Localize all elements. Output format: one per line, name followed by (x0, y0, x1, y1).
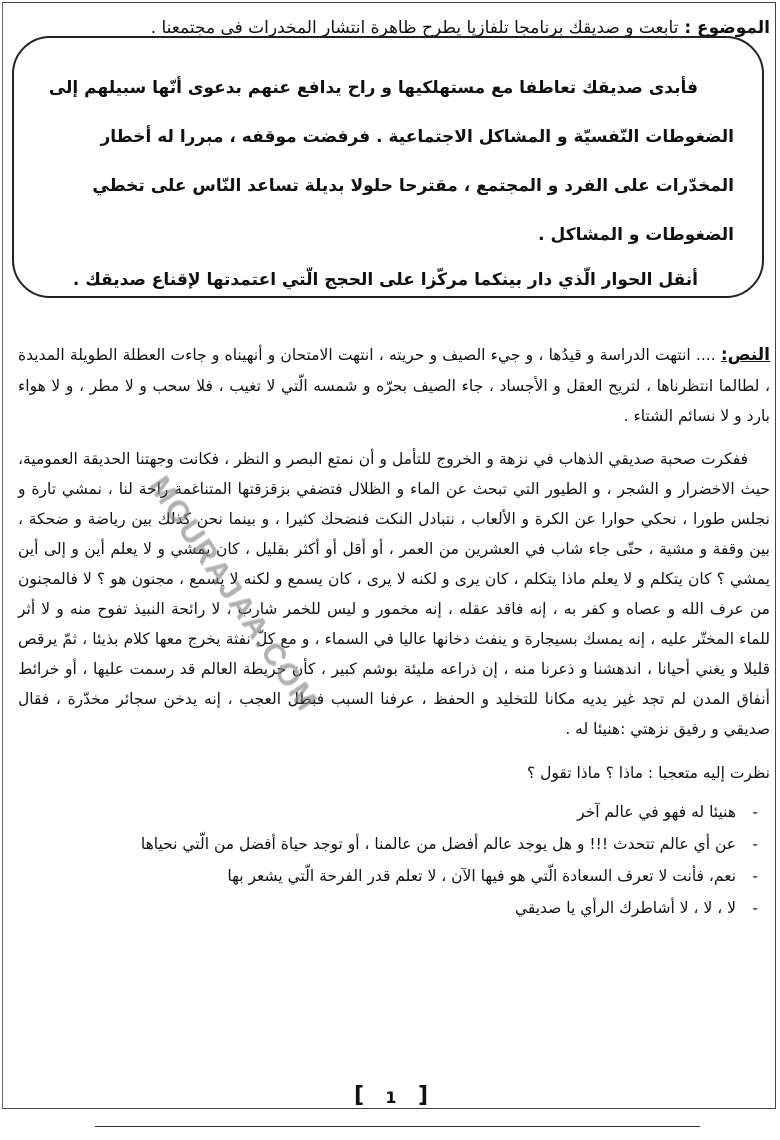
assignment-line: المخدّرات على الفرد و المجتمع ، مقترحا حلولا بديلة تساعد النّاس على تخطي (92, 176, 734, 196)
dialogue-line: - هنيئا له فهو في عالم آخر (18, 798, 770, 826)
assignment-line: فأبدى صديقك تعاطفا مع مستهلكيها و راح يدافع عنهم بدعوى أنّها سبيلهم إلى (48, 78, 698, 98)
text-paragraph-1-body: .... انتهت الدراسة و قيدُها ، و جيء الصيف و حريته ، انتهت الامتحان و أنهيناه و جاءت العطلة الطويلة المديدة ، لطالما انتظرناها ، لتريح العقل و الأجساد ، جاء الصيف بحرّه و شمسه الّتي لا تغيب ، فلا سحب و لا مطر ، و لا هواء بارد و لا نسائم الشتاء . (18, 346, 770, 425)
topic-label: الموضوع : (684, 18, 770, 38)
footer-rule (95, 1126, 700, 1127)
text-paragraph-1 (18, 340, 770, 432)
topic-text: تابعت و صديقك برنامجا تلفازيا يطرح ظاهرة انتشار المخدرات في مجتمعنا . (150, 18, 679, 38)
page-number-bracket-right: ] (417, 1083, 428, 1108)
assignment-line: الضغوطات النّفسيّة و المشاكل الاجتماعية . فرفضت موقفه ، مبررا له أخطار (100, 127, 734, 147)
page-number-value: 1 (385, 1088, 397, 1107)
assignment-line: أنقل الحوار الّذي دار بينكما مركّزا على الحجج الّتي اعتمدتها لإقناع صديقك . (72, 270, 698, 290)
topic-line (18, 18, 770, 38)
text-paragraph-2: ففكرت صحبة صديقي الذهاب في نزهة و الخروج للتأمل و أن نمتع البصر و النظر ، فكانت وجهتنا الحديقة العمومية، حيث الاخضرار و الشجر ، و الطيور التي تبحث عن الماء و الظلال فتضفي بزقزقتها المتناغمة راحة لنا ، نمشي تارة و نجلس طورا ، نحكي حوارا عن الكرة و الألعاب ، نتبادل النكت فنضحك كثيرا ، و بينما نحن كذلك بين رياضة و ضحكة ، بين وقفة و مشية ، حتّى جاء شاب في العشرين من العمر ، أو أقل أو أكثر بقليل ، كان يمشي و لا يعلم أين و إلى أين يمشي ؟ كان يتكلم و لا يعلم ماذا يتكلم ، كان يرى و لكنه لا يرى ، كان يسمع و لكنه لا يسمع ، مجنون هو ؟ لا فالمجنون من عرف الله و عصاه و كفر به ، إنه فاقد عقله ، إنه مخمور و ليس للخمر شارب ، لا رائحة النبيذ تفوح منه و لا أثر للماء المختّر عليه ، إنه يمسك بسيجارة و ينفث دخانها عاليا في السماء ، و مع كلّ نفثة يخرج معها كلام بذيئا ، ثمّ يرقص قليلا و يغني أحيانا ، اندهشنا و ذعرنا منه ، إن ذراعه مليئة بوشم كبير ، كأن خريطة العالم قد رسمت عليها ، أو خرائط أنفاق المدن لم تجد غير يديه مكانا للتخليد و الحفظ ، عرفنا السبب فبطل العجب ، إنه يدخن سجائر مخدّرة ، فقال صديقي و رفيق نزهتي :هنيئا له . (18, 449, 770, 738)
dialogue-line: - لا ، لا ، لا أشاطرك الرأي يا صديقي (18, 894, 770, 922)
dialogue-line: - نعم، فأنت لا تعرف السعادة الّتي هو فيها الآن ، لا تعلم قدر الفرحة الّتي يشعر بها (18, 862, 770, 890)
dialogue-line: - عن أي عالم تتحدث !!! و هل يوجد عالم أفضل من عالمنا ، أو توجد حياة أفضل من الّتي نحياها (18, 830, 770, 858)
assignment-box (12, 36, 764, 298)
assignment-line: الضغوطات و المشاكل . (538, 225, 734, 245)
text-label: النص: (720, 345, 770, 365)
page-number-bracket-left: [ (354, 1083, 365, 1108)
text-question: نظرت إليه متعجبا : ماذا ؟ ماذا تقول ؟ (526, 763, 770, 782)
source-text (18, 340, 770, 922)
watermark: MOURAJAA.COM (142, 470, 325, 717)
page-number (352, 1082, 430, 1114)
dialogue-list (18, 798, 770, 922)
